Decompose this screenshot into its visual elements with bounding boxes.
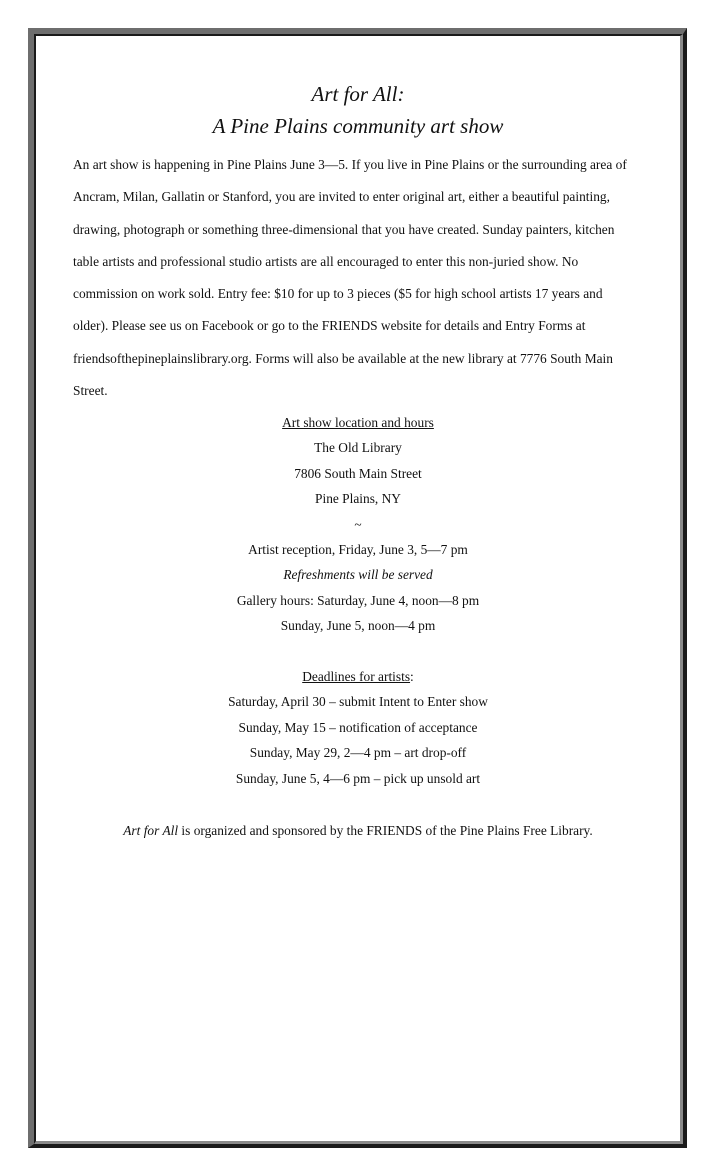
venue-street: 7806 South Main Street [294, 465, 422, 481]
page-content [34, 34, 683, 1144]
intro-line: An art show is happening in Pine Plains June 3—5. If you live in Pine Plains or the surrounding area of [73, 157, 627, 172]
separator-tilde: ~ [354, 516, 362, 532]
intro-line: friendsofthepineplainslibrary.org. Forms will also be available at the new library at 7776 South Main [73, 350, 613, 366]
intro-paragraph [73, 149, 663, 407]
location-heading: Art show location and hours [282, 415, 434, 430]
deadlines-section [36, 664, 680, 791]
gallery-hours: Gallery hours: Saturday, June 4, noon—8 pm [236, 592, 480, 608]
intro-line: table artists and professional studio artists are all encouraged to enter this non-juried show. No [73, 253, 579, 269]
intro-line: Street. [73, 383, 108, 399]
intro-line: drawing, photograph or something three-dimensional that you have created. Sunday painters, kitchen [73, 221, 615, 237]
footer-show-name: Art for All [123, 823, 179, 838]
intro-line: commission on work sold. Entry fee: $10 for up to 3 pieces ($5 for high school artists 17 years and [73, 286, 603, 302]
location-and-hours-section [36, 410, 680, 639]
intro-line: Ancram, Milan, Gallatin or Stanford, you are invited to enter original art, either a beautiful painting, [73, 189, 610, 205]
deadline-item: Saturday, April 30 – submit Intent to Enter show [228, 694, 488, 710]
sponsor-footer [36, 818, 680, 843]
reception-info: Artist reception, Friday, June 3, 5—7 pm [248, 541, 468, 557]
page-border-frame [28, 28, 687, 1148]
title-line-1: Art for All: [311, 82, 405, 106]
intro-line: older). Please see us on Facebook or go to the FRIENDS website for details and Entry Forms at [73, 318, 586, 334]
deadline-item: Sunday, June 5, 4—6 pm – pick up unsold art [235, 770, 481, 786]
footer-sponsor-text: is organized and sponsored by the FRIENDS of the Pine Plains Free Library. [178, 823, 593, 838]
sunday-hours: Sunday, June 5, noon—4 pm [280, 618, 436, 634]
venue-city: Pine Plains, NY [315, 491, 401, 507]
deadlines-heading: Deadlines for artists [302, 669, 411, 684]
refreshments-note: Refreshments will be served [283, 567, 433, 583]
deadline-item: Sunday, May 29, 2—4 pm – art drop-off [249, 745, 467, 761]
title-line-2: A Pine Plains community art show [212, 114, 504, 138]
deadlines-heading-colon: : [410, 669, 414, 684]
venue-name: The Old Library [314, 440, 402, 456]
deadline-item: Sunday, May 15 – notification of acceptance [238, 719, 478, 735]
